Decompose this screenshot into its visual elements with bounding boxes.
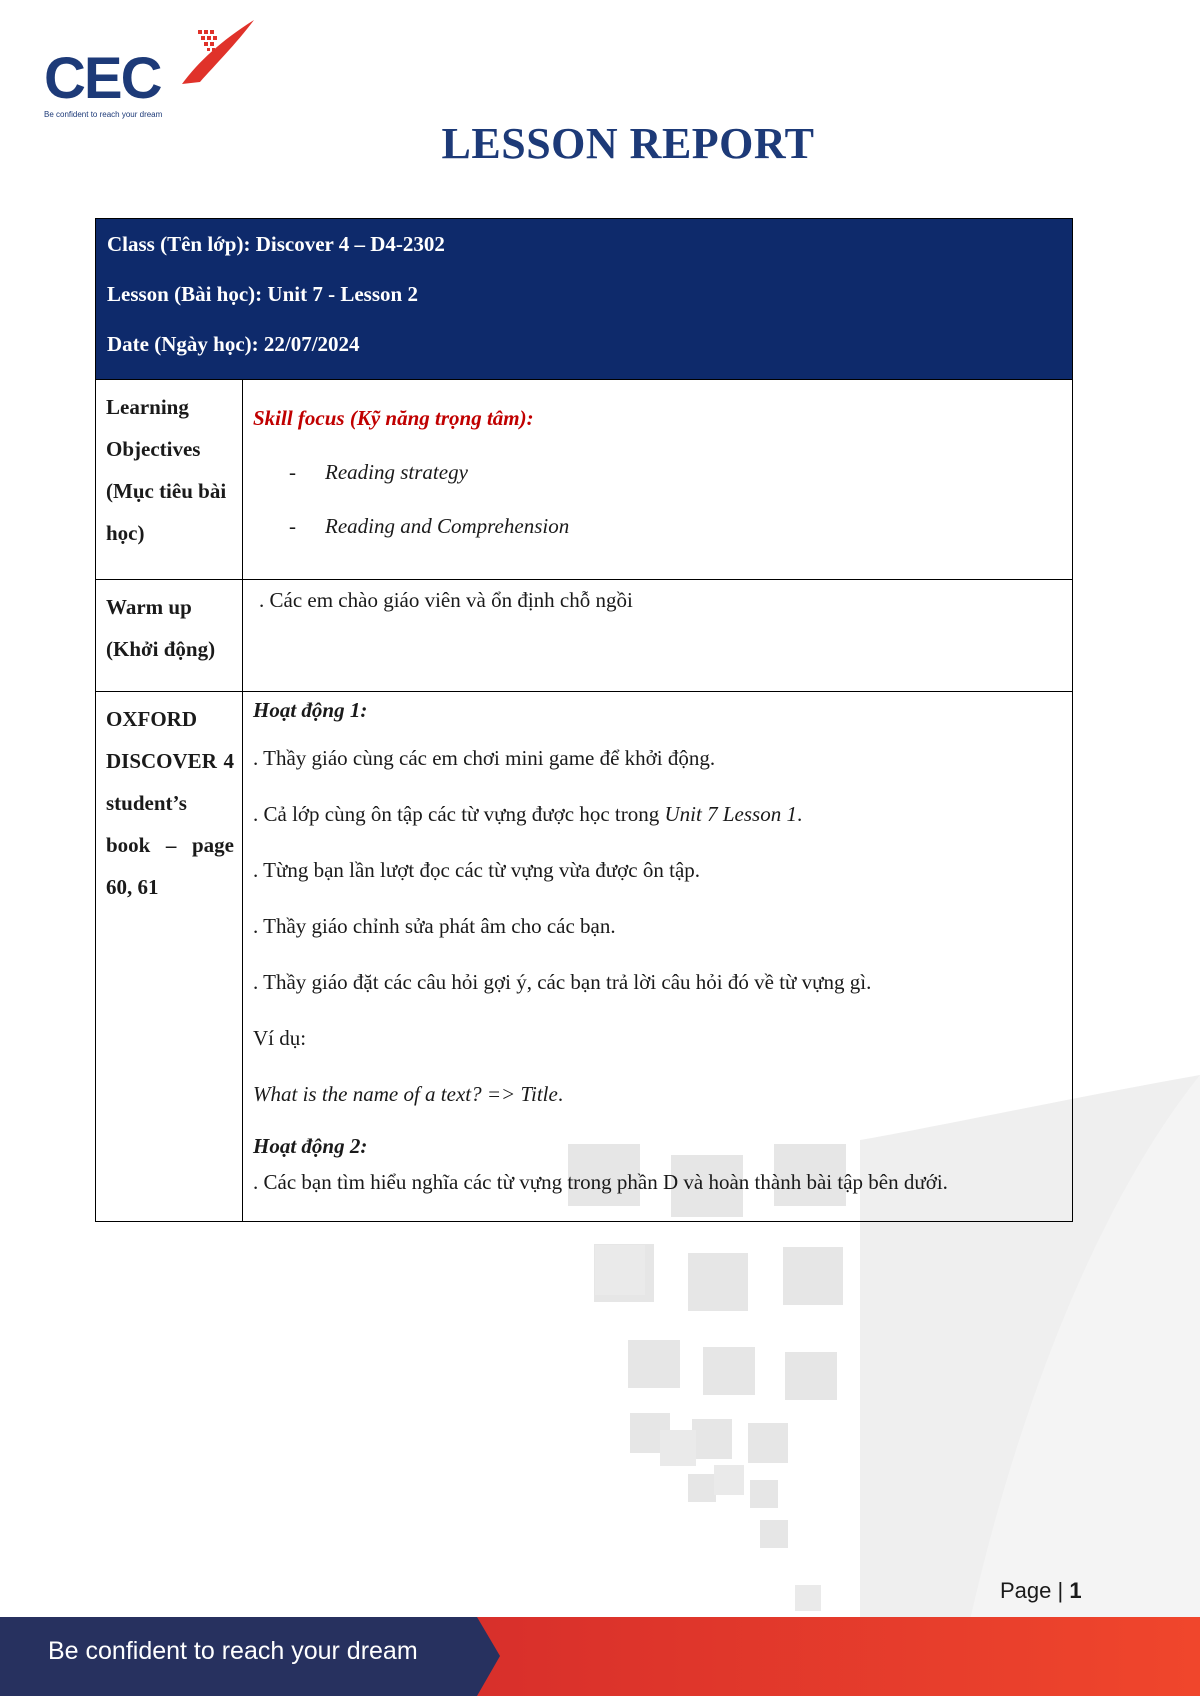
example-italic: What is the name of a text? => Title bbox=[253, 1082, 558, 1106]
paragraph-italic: Unit 7 Lesson 1 bbox=[664, 802, 797, 826]
activity-2-title: Hoạt động 2: bbox=[253, 1134, 368, 1158]
table-row-warmup bbox=[96, 580, 1073, 692]
objective-bullet bbox=[253, 456, 1062, 488]
header-cell bbox=[96, 219, 1073, 380]
dash-icon: - bbox=[289, 460, 296, 484]
oxford-content bbox=[243, 692, 1073, 1222]
objectives-label: Learning Objectives (Mục tiêu bài học) bbox=[96, 380, 243, 580]
lesson-line: Lesson (Bài học): Unit 7 - Lesson 2 bbox=[107, 282, 418, 306]
footer-slogan: Be confident to reach your dream bbox=[48, 1637, 418, 1665]
example-label: Ví dụ: bbox=[253, 1026, 307, 1050]
activity-paragraph: . Thầy giáo cùng các em chơi mini game để khởi động. bbox=[253, 746, 716, 770]
paragraph-text: . bbox=[796, 802, 803, 826]
page-number-label: Page | bbox=[1000, 1578, 1070, 1603]
footer-banner bbox=[0, 1617, 1200, 1696]
dash-icon: - bbox=[289, 514, 296, 538]
class-line: Class (Tên lớp): Discover 4 – D4-2302 bbox=[107, 232, 445, 256]
activity-paragraph: . Các bạn tìm hiểu nghĩa các từ vựng trong phần D và hoàn thành bài tập bên dưới. bbox=[253, 1170, 948, 1194]
logo-tagline: Be confident to reach your dream bbox=[44, 110, 163, 119]
activity-1-title: Hoạt động 1: bbox=[253, 698, 368, 722]
warmup-text: . Các em chào giáo viên và ổn định chỗ ngồi bbox=[259, 588, 633, 612]
paragraph-text: . Cả lớp cùng ôn tập các từ vựng được học trong bbox=[253, 802, 665, 826]
page-number bbox=[1000, 1578, 1082, 1604]
objectives-content bbox=[243, 380, 1073, 580]
activity-paragraph: . Từng bạn lần lượt đọc các từ vựng vừa được ôn tập. bbox=[253, 858, 701, 882]
example-suffix: . bbox=[557, 1082, 564, 1106]
oxford-label: OXFORD DISCOVER 4 student’s book – page 60, 61 bbox=[96, 692, 243, 1222]
table-row-oxford bbox=[96, 692, 1073, 1222]
table-row-objectives bbox=[96, 380, 1073, 580]
objective-bullet-text: Reading and Comprehension bbox=[325, 514, 570, 538]
logo-swoosh-icon bbox=[148, 18, 258, 88]
warmup-content bbox=[243, 580, 1073, 692]
activity-paragraph bbox=[253, 798, 1062, 830]
activity-paragraph: . Thầy giáo đặt các câu hỏi gợi ý, các bạn trả lời câu hỏi đó về từ vựng gì. bbox=[253, 970, 872, 994]
skill-focus-heading: Skill focus (Kỹ năng trọng tâm): bbox=[253, 406, 534, 430]
page-title: LESSON REPORT bbox=[441, 119, 815, 168]
example-text bbox=[253, 1078, 1062, 1110]
lesson-report-table bbox=[95, 218, 1073, 1222]
warmup-label: Warm up (Khởi động) bbox=[96, 580, 243, 692]
activity-paragraph: . Thầy giáo chỉnh sửa phát âm cho các bạn. bbox=[253, 914, 616, 938]
page-number-value: 1 bbox=[1069, 1578, 1082, 1603]
objective-bullet bbox=[253, 510, 1062, 542]
cec-logo bbox=[44, 18, 224, 124]
date-line: Date (Ngày học): 22/07/2024 bbox=[107, 332, 360, 356]
logo-text: CEC bbox=[44, 46, 161, 111]
objective-bullet-text: Reading strategy bbox=[325, 460, 468, 484]
table-header-row bbox=[96, 219, 1073, 380]
